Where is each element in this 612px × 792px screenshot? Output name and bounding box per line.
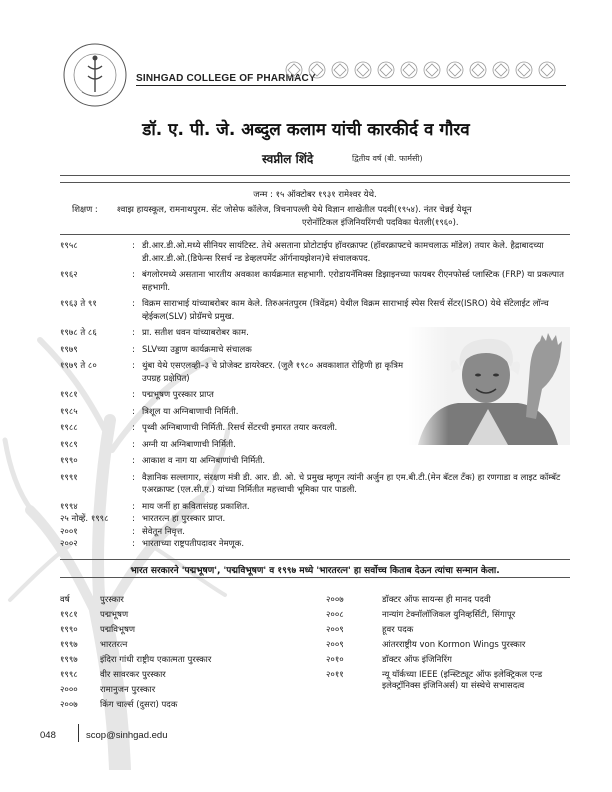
- award-year: २००७: [326, 595, 344, 605]
- divider: [60, 577, 570, 578]
- award-name: पद्मभूषण: [100, 610, 129, 620]
- award-name: पुरस्कार: [100, 595, 124, 605]
- timeline-year: २५ नोव्हें. १९९८: [60, 514, 109, 524]
- timeline-year: १९८९: [60, 439, 78, 450]
- award-year: १९९०: [60, 625, 78, 635]
- article-title: डॉ. ए. पी. जे. अब्दुल कलाम यांची कारकीर्द व गौरव: [142, 120, 470, 140]
- timeline-year: १९६३ ते ९१: [60, 299, 97, 309]
- award-row: [326, 610, 572, 621]
- timeline-text: SLVच्या उड्डाण कार्यक्रमाचे संचालक: [142, 344, 252, 355]
- timeline-text: अग्नी या अग्निबाणाची निर्मिती.: [142, 439, 236, 450]
- timeline-row: [60, 526, 575, 539]
- divider: [60, 182, 570, 183]
- page-number: 048: [40, 730, 56, 741]
- award-name: आंतरराष्ट्रीय von Kormon Wings पुरस्कार: [382, 640, 526, 650]
- timeline-year: १९७८ ते ८६: [60, 328, 97, 338]
- award-name: पद्मविभूषण: [100, 625, 136, 635]
- timeline-year: १९७९ ते ८०: [60, 361, 97, 371]
- award-year: १९८१: [60, 610, 78, 620]
- award-row: [60, 700, 310, 711]
- divider: [60, 559, 570, 560]
- award-row: [60, 670, 310, 681]
- award-row: [326, 595, 572, 606]
- award-name: इंदिरा गांधी राष्ट्रीय एकात्मता पुरस्कार: [100, 655, 212, 665]
- timeline-text: भारताच्या राष्ट्रपतीपदावर नेमणूक.: [142, 539, 245, 549]
- award-name: वीर सावरकर पुरस्कार: [100, 670, 166, 680]
- award-row: [60, 685, 310, 696]
- timeline-row: [60, 240, 575, 265]
- timeline-colon: :: [132, 390, 135, 400]
- timeline-year: २००१: [60, 526, 78, 537]
- timeline-row: [60, 298, 575, 323]
- award-year: २००९: [326, 625, 344, 635]
- timeline-text: प्रा. सतीश धवन यांच्याबरोबर काम.: [142, 328, 249, 338]
- education-line-2: एरोनॉटिकल इंजिनियरिंगची पदविका घेतली(१९६०).: [302, 218, 459, 228]
- timeline-colon: :: [132, 456, 135, 466]
- awards-list-right: [326, 595, 572, 696]
- divider: [60, 175, 570, 176]
- timeline-text: डी.आर.डी.ओ.मध्ये सीनियर सायंटिस्ट. तेथे असताना प्रोटोटाईप हॉवरक्राफ्ट (हॉवरक्राफ्टचे कामचलाऊ मॉडेल) तयार केले. हैद्राबादच्या डी.आर.डी.ओ.(डिफेन्स रिसर्च न्ड डेव्हलपमेंट ऑर्गनायझेशन)चे संचालकपद.: [142, 241, 544, 264]
- timeline-year: १९८५: [60, 406, 78, 417]
- timeline-year: २००२: [60, 539, 78, 549]
- timeline-year: १९९१: [60, 472, 78, 483]
- timeline-year: १९८८: [60, 423, 78, 433]
- award-name: डॉक्टर ऑफ इंजिनिरिंग: [382, 655, 452, 665]
- timeline-year: १९६२: [60, 270, 78, 280]
- timeline-text: थुंबा येथे एसएलव्ही–३ चे प्रोजेक्ट डायरेक्टर. (जुलै १९८० अवकाशात रोहिणी हा कृत्रिम उपग्रह प्रक्षेपित): [142, 361, 404, 384]
- honours-summary: भारत सरकारने 'पद्मभूषण', 'पद्मविभूषण' व १९९७ मध्ये 'भारतरत्न' हा सर्वोच्च किताब देऊन त्यांचा सन्मान केला.: [130, 566, 500, 576]
- award-name: डॉक्टर ऑफ सायन्स ही मानद पदवी: [382, 595, 491, 605]
- timeline-year: १९९४: [60, 501, 78, 512]
- timeline-text: त्रिशूल या अग्निबाणाची निर्मिती.: [142, 406, 239, 417]
- kalam-portrait: [408, 327, 570, 445]
- timeline-colon: :: [132, 423, 135, 433]
- college-name: SINHGAD COLLEGE OF PHARMACY: [136, 73, 316, 84]
- awards-list-left: [60, 595, 310, 715]
- award-row: [60, 640, 310, 651]
- timeline-colon: :: [132, 539, 135, 549]
- timeline-text: माय जर्नी हा कवितासंग्रह प्रकाशित.: [142, 501, 250, 512]
- award-year: १९९७: [60, 640, 78, 650]
- timeline-row: [60, 501, 575, 514]
- award-name: हूवर पदक: [382, 625, 414, 635]
- timeline-text: पृथ्वी अग्निबाणाची निर्मिती. रिसर्च सेंटरची इमारत तयार करवली.: [142, 423, 338, 433]
- author-name: स्वप्नील शिंदे: [262, 152, 314, 166]
- award-row: [60, 610, 310, 621]
- award-name: नान्यांग टेक्नॉलॉजिकल युनिव्हर्सिटी, सिंगापूर: [382, 610, 516, 620]
- timeline-year: १९५८: [60, 241, 78, 251]
- award-row: [60, 625, 310, 636]
- award-year: १९९७: [60, 655, 78, 665]
- timeline-text: विक्रम साराभाई यांच्याबरोबर काम केले. तिरुअनंतपुरम (त्रिवेंद्रम) येथील विक्रम साराभाई स्पेस रिसर्च सेंटर(ISRO) येथे सॅटेलाईट लॉन्च व्हेईकल(SLV) प्रोग्रॅमचे प्रमुख.: [142, 299, 549, 322]
- divider: [60, 234, 570, 235]
- award-year: १९९८: [60, 670, 78, 680]
- timeline-row: [60, 269, 575, 294]
- timeline-colon: :: [132, 241, 135, 251]
- award-row: [326, 655, 572, 666]
- timeline-year: १९९०: [60, 456, 78, 466]
- timeline-colon: :: [132, 270, 135, 280]
- award-year: २०००: [60, 685, 78, 695]
- award-year: २०११: [326, 670, 344, 680]
- timeline-row: [60, 538, 575, 551]
- education-label: शिक्षण :: [72, 205, 98, 215]
- timeline-year: १९७९: [60, 344, 78, 355]
- timeline-colon: :: [132, 299, 135, 309]
- header-rule: [136, 85, 566, 86]
- timeline-colon: :: [132, 361, 135, 371]
- timeline-text: वैज्ञानिक सल्लागार, संरक्षण मंत्री डी. आर. डी. ओ. चे प्रमुख म्हणून त्यांनी अर्जुन हा एम.बी.टी.(मेन बॅटल टँक) हा रणगाडा व लाइट कॉम्बॅट एअरक्राफ्ट (एल.सी.ए.) यांच्या निर्मितीत महत्त्वाची भूमिका पार पाडली.: [142, 472, 561, 495]
- timeline-row: [60, 513, 575, 526]
- timeline-colon: :: [132, 472, 135, 483]
- birth-info: जन्म : १५ ऑक्टोबर १९३१ रामेश्वर येथे.: [253, 190, 377, 200]
- timeline-colon: :: [132, 526, 135, 537]
- award-year: २००८: [326, 610, 344, 620]
- timeline-colon: :: [132, 501, 135, 512]
- award-row: [326, 670, 572, 692]
- timeline-text: पद्मभूषण पुरस्कार प्राप्त: [142, 390, 214, 400]
- award-name: न्यू यॉर्कच्या IEEE (इन्स्टिट्यूट ऑफ इलेक्ट्रिकल एन्ड इलेक्ट्रॉनिक्स इंजिनिअर्स) या संस्थेचे सभासदत्व: [382, 670, 543, 691]
- author-class: द्वितीय वर्ष (बी. फार्मसी): [352, 154, 423, 163]
- timeline-text: भारतरत्न हा पुरस्कार प्राप्त.: [142, 514, 226, 524]
- award-year: वर्ष: [60, 595, 70, 605]
- college-logo: [62, 42, 128, 108]
- timeline-text: सेवेतून निवृत्त.: [142, 526, 185, 537]
- timeline-year: १९८१: [60, 390, 78, 400]
- footer-divider: [78, 724, 79, 742]
- education-line-1: श्वाझ हायस्कूल, रामनाथपुरम. सेंट जोसेफ कॉलेज, त्रिचनापल्ली येथे विज्ञान शाखेतील पदवी(१९५४). नंतर चेन्नई येथून: [117, 205, 472, 215]
- award-name: रामानुजन पुरस्कार: [100, 685, 156, 695]
- decorative-pattern: [282, 58, 572, 82]
- timeline-colon: :: [132, 406, 135, 417]
- timeline-text: आकाश व नाग या अग्निबाणांची निर्मिती.: [142, 456, 266, 466]
- award-row: [60, 595, 310, 606]
- award-year: २०१०: [326, 655, 344, 665]
- timeline-colon: :: [132, 344, 135, 355]
- timeline-colon: :: [132, 439, 135, 450]
- award-row: [326, 625, 572, 636]
- award-name: किंग चार्ल्स (दुसरा) पदक: [100, 700, 178, 710]
- award-row: [60, 655, 310, 666]
- award-name: भारतरत्न: [100, 640, 128, 650]
- timeline-colon: :: [132, 328, 135, 338]
- award-row: [326, 640, 572, 651]
- award-year: २००७: [60, 700, 78, 710]
- education-info: [72, 204, 572, 230]
- timeline-colon: :: [132, 514, 135, 524]
- award-year: २००९: [326, 640, 344, 650]
- timeline-row: [60, 455, 575, 468]
- timeline-text: बंगलोरमध्ये असताना भारतीय अवकाश कार्यक्रमात सहभागी. एरोडायनॅमिक्स डिझाइनच्या फायबर रीएनफोर्स्ड प्लास्टिक (FRP) या प्रकल्पात सहभागी.: [142, 270, 564, 293]
- timeline-row: [60, 472, 575, 497]
- footer-email[interactable]: scop@sinhgad.edu: [86, 730, 168, 741]
